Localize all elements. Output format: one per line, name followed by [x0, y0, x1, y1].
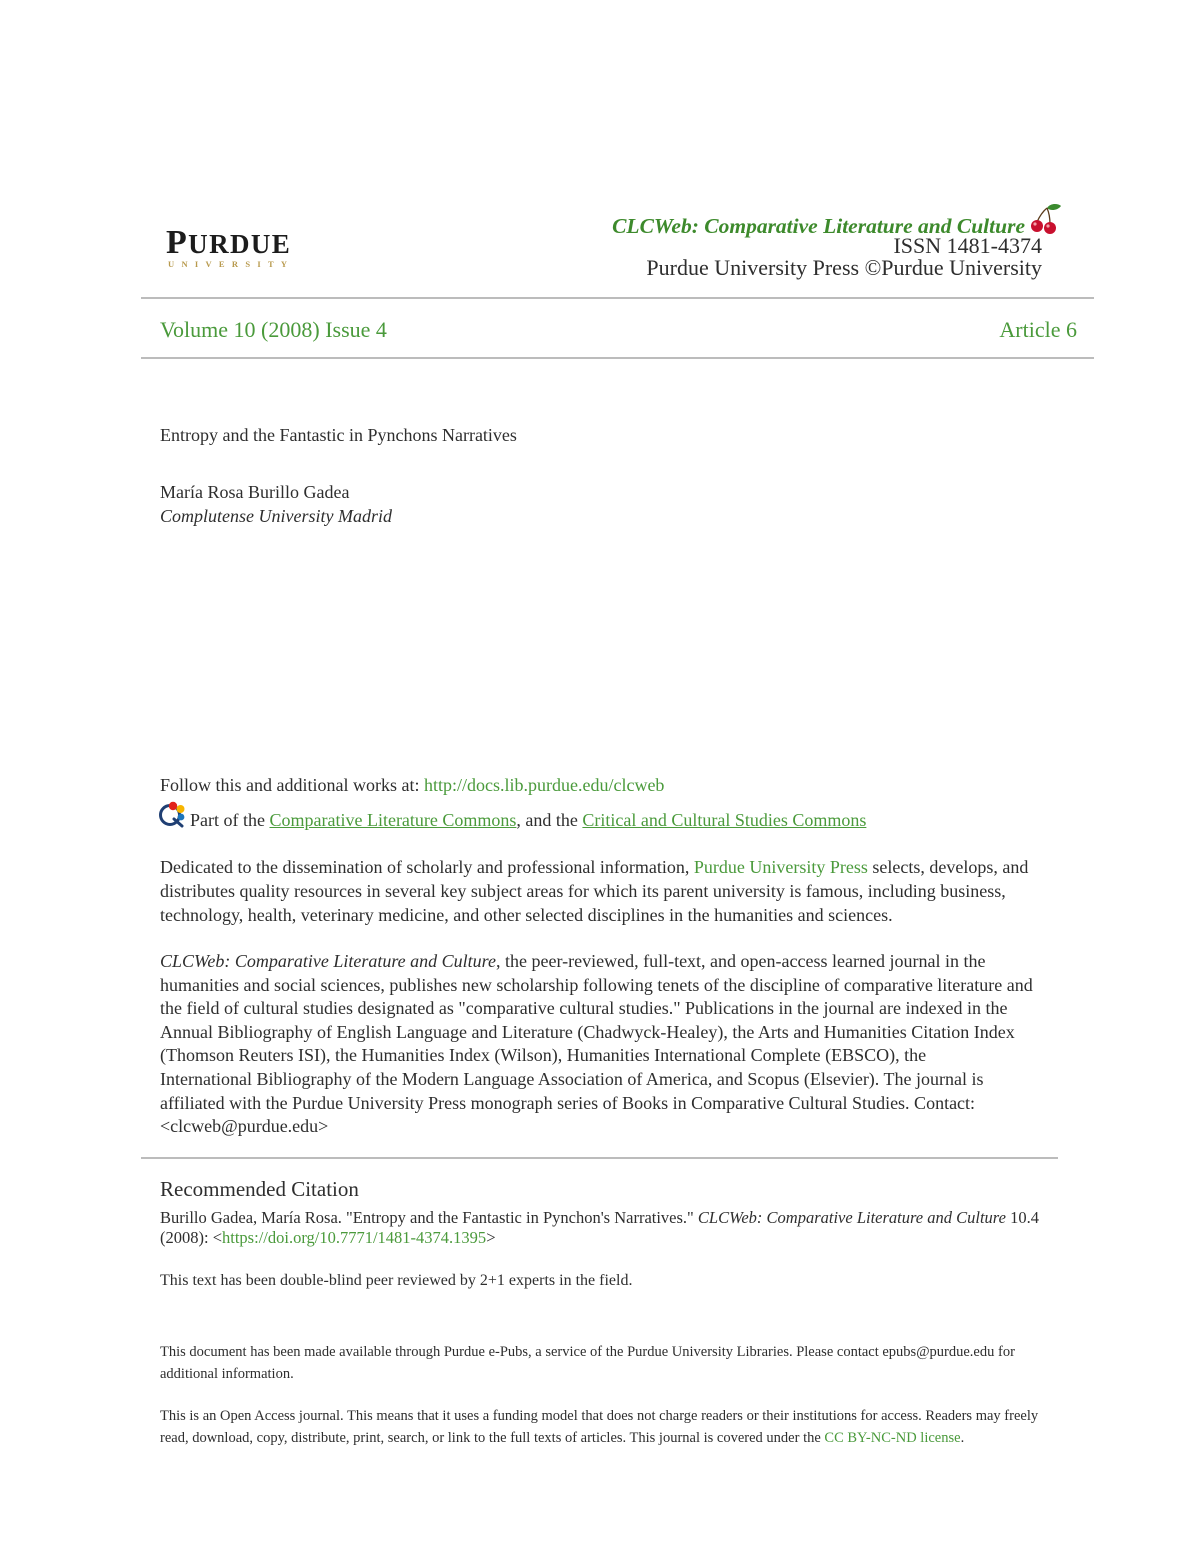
cc-license-link[interactable]: CC BY-NC-ND license — [824, 1430, 961, 1446]
description-text: , the peer-reviewed, full-text, and open-access learned journal in the — [496, 951, 986, 971]
article-title: Entropy and the Fantastic in Pynchons Narratives — [160, 425, 517, 445]
commons-prefix: Part of the — [190, 810, 270, 830]
author-name: María Rosa Burillo Gadea — [160, 482, 350, 502]
network-commons-icon-graphic — [157, 800, 187, 828]
paragraph-line: International Bibliography of the Modern Language Association of America, and Scopus (Elsevier). The journal is — [160, 1068, 984, 1089]
paragraph-line: (Thomson Reuters ISI), the Humanities Index (Wilson), Humanities International Complete (EBSCO), the — [160, 1045, 927, 1066]
commons-line — [190, 808, 866, 832]
article-number-link[interactable]: Article 6 — [999, 317, 1077, 342]
citation-line — [160, 1208, 1039, 1228]
citation-author-title: Burillo Gadea, María Rosa. "Entropy and the Fantastic in Pynchon's Narratives." — [160, 1208, 698, 1227]
cherry-icon — [1028, 203, 1062, 235]
open-access-text: read, download, copy, distribute, print, search, or link to the full texts of articles. This journal is covered under the — [160, 1430, 825, 1446]
paragraph-line: distributes quality resources in several key subject areas for which its parent university is famous, including business, — [160, 881, 1006, 901]
paragraph-line: technology, health, veterinary medicine, and other selected disciplines in the humanities and sciences. — [160, 905, 893, 925]
divider-issue — [141, 357, 1094, 359]
cherry-icon-graphic — [1028, 203, 1062, 235]
purdue-university-press-link[interactable]: Purdue University Press — [693, 857, 868, 877]
citation-year: (2008): < — [160, 1228, 223, 1247]
purdue-logo-wordmark: PURDUE — [166, 224, 292, 261]
citation-line — [160, 1228, 1039, 1248]
comparative-literature-commons-link[interactable]: Comparative Literature Commons — [269, 810, 517, 830]
journal-name-italic: CLCWeb: Comparative Literature and Culture — [160, 951, 497, 971]
notice-line: additional information. — [160, 1366, 294, 1382]
purdue-logo-subtitle: UNIVERSITY — [168, 259, 295, 269]
follow-line — [160, 773, 664, 797]
journal-title-link[interactable]: CLCWeb: Comparative Literature and Culture — [612, 214, 1025, 238]
paragraph-line: humanities and social sciences, publishes new scholarship following tenets of the discipline of comparative literature and — [160, 974, 1033, 995]
notice-line: This is an Open Access journal. This means that it uses a funding model that does not charge readers or their institutions for access. Readers may freely — [160, 1408, 1039, 1424]
open-access-notice — [160, 1405, 1038, 1449]
paragraph-line — [160, 950, 1033, 974]
commons-separator: , and the — [516, 810, 583, 830]
critical-cultural-studies-commons-link[interactable]: Critical and Cultural Studies Commons — [582, 810, 867, 830]
peer-review-note: This text has been double-blind peer reviewed by 2+1 experts in the field. — [160, 1272, 633, 1289]
open-access-period: . — [960, 1430, 965, 1446]
paragraph-line: affiliated with the Purdue University Press monograph series of Books in Comparative Cultural Studies. Contact: — [160, 1092, 976, 1113]
notice-line — [160, 1427, 1038, 1449]
paragraph-line: Annual Bibliography of English Language and Literature (Chadwyck-Healey), the Arts and Humanities Citation Index — [160, 1021, 1015, 1042]
dedication-text-end: selects, develops, and — [867, 857, 1029, 877]
notice-line: This document has been made available through Purdue e-Pubs, a service of the Purdue University Libraries. Please contact epubs@purdue.edu for — [160, 1344, 1015, 1360]
volume-issue-link[interactable]: Volume 10 (2008) Issue 4 — [160, 317, 387, 342]
citation-text — [160, 1208, 1039, 1248]
paragraph-line: the field of cultural studies designated as "comparative cultural studies." Publications in the journal are indexed in the — [160, 998, 1008, 1019]
network-commons-icon — [157, 800, 187, 828]
divider-top — [141, 297, 1094, 299]
journal-description-paragraph — [160, 950, 1033, 1139]
citation-heading: Recommended Citation — [160, 1177, 359, 1201]
collection-url-link[interactable]: http://docs.lib.purdue.edu/clcweb — [423, 775, 665, 795]
press-dedication-paragraph — [160, 855, 1028, 927]
citation-close: > — [486, 1228, 496, 1247]
issn-number: ISSN 1481-4374 — [893, 233, 1042, 258]
availability-notice — [160, 1341, 1015, 1385]
divider-citation — [141, 1157, 1058, 1159]
author-affiliation: Complutense University Madrid — [160, 506, 392, 526]
doi-link[interactable]: https://doi.org/10.7771/1481-4374.1395 — [222, 1228, 487, 1247]
follow-label: Follow this and additional works at: — [160, 775, 424, 795]
citation-journal-name: CLCWeb: Comparative Literature and Culture — [697, 1208, 1006, 1227]
contact-email: <clcweb@purdue.edu> — [160, 1116, 329, 1137]
dedication-text-start: Dedicated to the dissemination of scholarly and professional information, — [160, 857, 694, 877]
publisher-copyright: Purdue University Press ©Purdue University — [646, 255, 1042, 280]
citation-volume: 10.4 — [1005, 1208, 1039, 1227]
paragraph-line — [160, 855, 1028, 879]
